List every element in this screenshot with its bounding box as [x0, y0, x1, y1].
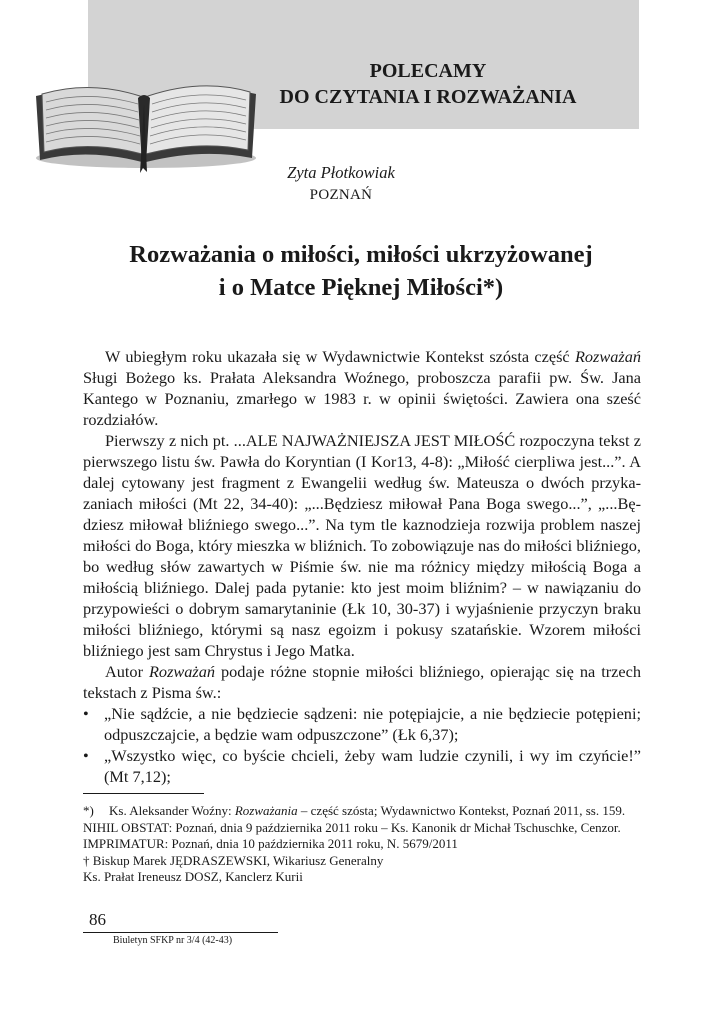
footnote-1 — [83, 803, 645, 820]
paragraph-1-text-b: Sługi Bożego ks. Prałata Aleksandra Woźnego, proboszcza parafii pw. Św. Jana Kantego w Poznaniu, zmarłego w 1983 r. w opinii świętości. Zawiera ona sześć rozdziałów. — [83, 368, 641, 429]
page-number: 86 — [89, 910, 106, 929]
footnote-1-text-a: Ks. Aleksander Woźny: — [109, 803, 235, 818]
paragraph-3 — [83, 661, 641, 703]
bullet-text-2: „Wszystko więc, co byście chcieli, żeby wam ludzie czynili, i wy im czyńcie!” (Mt 7,12); — [104, 746, 641, 786]
footnote-mark: *) — [83, 803, 94, 818]
paragraph-2: Pierwszy z nich pt. ...ALE NAJWAŻNIEJSZA JEST MIŁOŚĆ rozpoczyna tekst z pierwszego listu św. Pawła do Koryntian (I Kor13, 4-8): „Miłość cierpliwa jest...”. A dalej cytowany jest fragment z Ewangelii według św. Mateusza o dwóch przykazaniach miłości (Mt 22, 34-40): „...Będziesz miłował Pana Boga swego...”, „...Będziesz miłował bliźniego swego...”. Na tym tle kaznodzieja rozwija problem naszej miłości do Boga, który mieszka w bliźnich. To zobowiązuje nas do miłości bliźniego, bo według słów zawartych w Piśmie św. nie ma różnicy między miłością Boga a miłością bliźniego. Dalej pada pytanie: kto jest moim bliźnim? – w nawiązaniu do przypowieści o dobrym samarytaninie (Łk 10, 30-37) i wyjaśnienie przyczyn braku miłości bliźniego, którymi są nasz egoizm i pokusy szatańskie. Wzorem miłości bliźniego jest sam Chrystus i Jego Matka. — [83, 431, 641, 660]
bullet-item-1 — [83, 703, 641, 745]
page-footer-rule — [83, 932, 278, 933]
journal-reference: Biuletyn SFKP nr 3/4 (42-43) — [113, 935, 233, 946]
article-body — [83, 346, 641, 787]
bullet-mark: • — [83, 704, 89, 723]
paragraph-3-text-a: Autor — [105, 662, 149, 681]
article-title-line2: i o Matce Pięknej Miłości*) — [218, 274, 504, 301]
paragraph-3-text-b: podaje różne stopnie miłości bliźniego, opierając się na trzech tekstach z Pisma św.: — [83, 662, 641, 702]
author-name: Zyta Płotkowiak — [287, 163, 395, 182]
footnote-5: Ks. Prałat Ireneusz DOSZ, Kanclerz Kurii — [83, 869, 303, 884]
open-book-icon — [26, 74, 266, 174]
footnote-4: † Biskup Marek JĘDRASZEWSKI, Wikariusz Generalny — [83, 852, 384, 868]
author-block — [200, 162, 482, 206]
author-city: POZNAŃ — [309, 187, 373, 203]
paragraph-1-italic: Rozważań — [574, 347, 641, 366]
footnote-3: IMPRIMATUR: Poznań, dnia 10 października 2011 roku, N. 5679/2011 — [83, 836, 458, 851]
footnotes — [83, 803, 645, 886]
footnote-1-text-b: – część szósta; Wydawnictwo Kontekst, Poznań 2011, ss. 159. — [297, 803, 626, 818]
bullet-mark: • — [83, 746, 89, 765]
paragraph-3-italic: Rozważań — [148, 662, 216, 681]
footnote-rule — [83, 793, 204, 794]
section-title — [200, 58, 656, 110]
section-title-line1: POLECAMY — [369, 60, 487, 82]
article-title — [70, 238, 652, 304]
bullet-text-1: „Nie sądźcie, a nie będziecie sądzeni: nie potępiajcie, a nie będziecie potępieni; odpuszczajcie, a będzie wam odpuszczone” (Łk 6,37); — [104, 704, 641, 744]
footnote-1-italic: Rozważania — [234, 803, 298, 818]
paragraph-1-text-a: W ubiegłym roku ukazała się w Wydawnictwie Kontekst szósta część — [105, 347, 575, 366]
bullet-item-2 — [83, 745, 641, 787]
section-title-line2: DO CZYTANIA I ROZWAŻANIA — [279, 86, 577, 108]
paragraph-1 — [83, 346, 641, 430]
footnote-2: NIHIL OBSTAT: Poznań, dnia 9 października 2011 roku – Ks. Kanonik dr Michał Tschuschke, Cenzor. — [83, 819, 621, 835]
article-title-line1: Rozważania o miłości, miłości ukrzyżowanej — [129, 241, 593, 268]
